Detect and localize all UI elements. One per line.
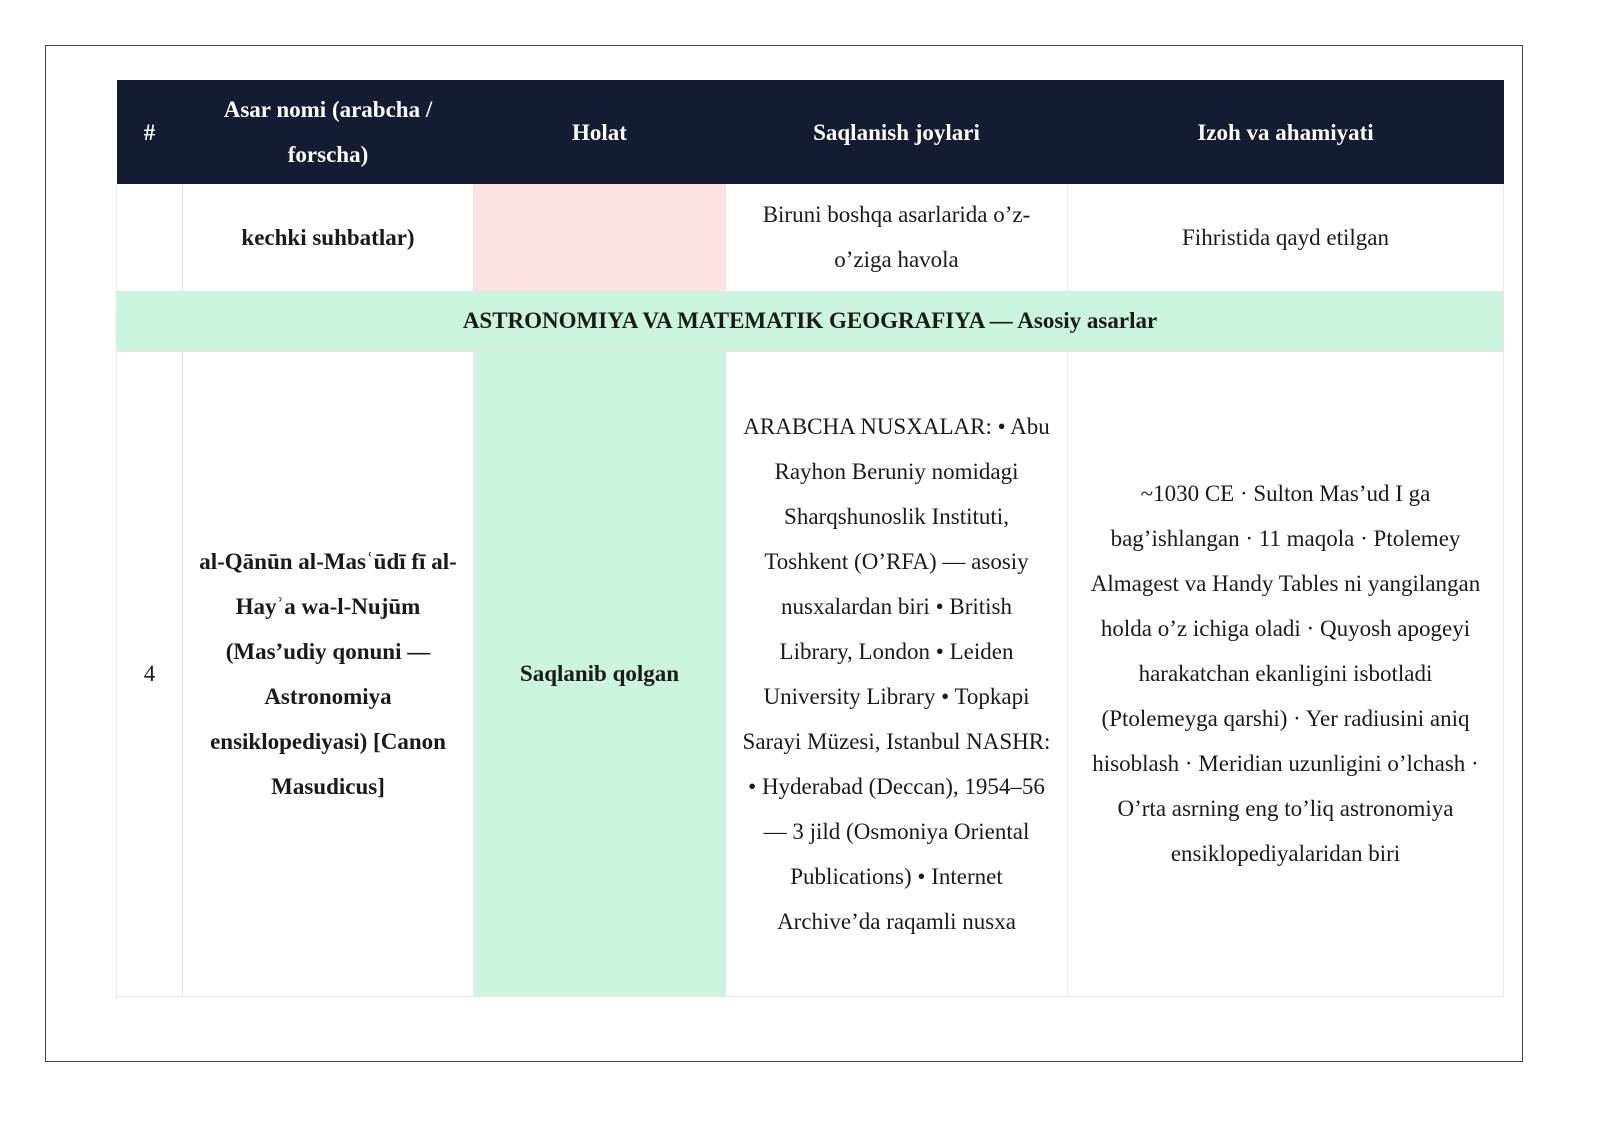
row-locations: Biruni boshqa asarlarida o’z-o’ziga havola bbox=[726, 184, 1068, 291]
row-title: al-Qānūn al-Masʿūdī fī al-Hayʾa wa-l-Nujūm (Mas’udiy qonuni — Astronomiya ensiklopediyasi) [Canon Masudicus] bbox=[183, 351, 474, 996]
header-locations: Saqlanish joylari bbox=[726, 80, 1068, 184]
header-notes: Izoh va ahamiyati bbox=[1068, 80, 1504, 184]
section-heading-row bbox=[117, 291, 1504, 351]
table-header-row bbox=[117, 80, 1504, 184]
header-status: Holat bbox=[474, 80, 726, 184]
header-number: # bbox=[117, 80, 183, 184]
row-notes: ~1030 CE · Sulton Mas’ud I ga bag’ishlangan · 11 maqola · Ptolemey Almagest va Handy Tables ni yangilangan holda o’z ichiga oladi · Quyosh apogeyi harakatchan ekanligini isbotladi (Ptolemeyga qarshi) · Yer radiusini aniq hisoblash · Meridian uzunligini o’lchash · O’rta asrning eng to’liq astronomiya ensiklopediyalaridan biri bbox=[1068, 351, 1504, 996]
section-heading: ASTRONOMIYA VA MATEMATIK GEOGRAFIYA — Asosiy asarlar bbox=[117, 291, 1504, 351]
works-table bbox=[116, 80, 1504, 997]
header-title: Asar nomi (arabcha / forscha) bbox=[183, 80, 474, 184]
row-status bbox=[474, 184, 726, 291]
table-row bbox=[117, 351, 1504, 996]
table-row bbox=[117, 184, 1504, 291]
row-status: Saqlanib qolgan bbox=[474, 351, 726, 996]
row-locations: ARABCHA NUSXALAR: • Abu Rayhon Beruniy nomidagi Sharqshunoslik Instituti, Toshkent (O’RFA) — asosiy nusxalardan biri • British Library, London • Leiden University Library • Topkapi Sarayi Müzesi, Istanbul NASHR: • Hyderabad (Deccan), 1954–56 — 3 jild (Osmoniya Oriental Publications) • Internet Archive’da raqamli nusxa bbox=[726, 351, 1068, 996]
row-title: kechki suhbatlar) bbox=[183, 184, 474, 291]
row-number bbox=[117, 184, 183, 291]
row-number: 4 bbox=[117, 351, 183, 996]
row-notes: Fihristida qayd etilgan bbox=[1068, 184, 1504, 291]
